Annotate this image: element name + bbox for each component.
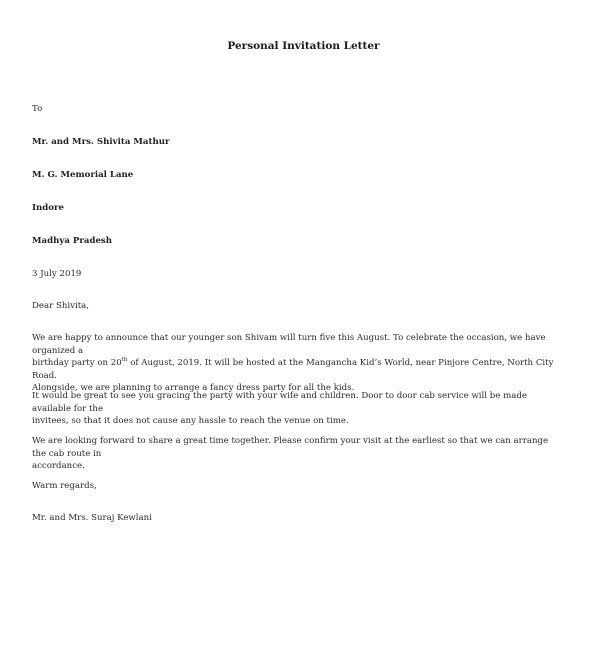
recipient-name: Mr. and Mrs. Shivita Mathur — [32, 137, 170, 147]
ordinal-suffix: th — [121, 357, 128, 364]
closing: Warm regards, — [32, 481, 97, 491]
paragraph-line: We are happy to announce that our younger son Shivam will turn five this August. To celebrate the occasion, we have organized a — [32, 333, 546, 356]
text-fragment: birthday party on 20 — [32, 358, 122, 369]
paragraph-line: accordance. — [32, 461, 85, 472]
paragraph-line: Alongside, we are planning to arrange a fancy dress party for all the kids. — [32, 383, 355, 394]
paragraph-line — [32, 357, 562, 382]
recipient-city: Indore — [32, 203, 65, 213]
recipient-state: Madhya Pradesh — [32, 236, 113, 246]
salutation: Dear Shivita, — [32, 301, 90, 311]
paragraph-line: We are looking forward to share a great time together. Please confirm your visit at the earliest so that we can arrange the cab route in — [32, 436, 549, 459]
to-label: To — [32, 104, 43, 114]
text-fragment: of August, 2019. It will be hosted at the Mangancha Kid’s World, near Pinjore Centre, North City Road. — [32, 358, 554, 381]
paragraph-confirmation — [32, 435, 562, 473]
paragraph-line: invitees, so that it does not cause any hassle to reach the venue on time. — [32, 416, 349, 427]
letter-title: Personal Invitation Letter — [227, 40, 380, 52]
paragraph-announcement — [32, 332, 562, 395]
letter-date: 3 July 2019 — [32, 269, 82, 279]
recipient-street: M. G. Memorial Lane — [32, 170, 134, 180]
paragraph-line: It would be great to see you gracing the party with your wife and children. Door to door cab service will be made available for the — [32, 391, 527, 414]
signature: Mr. and Mrs. Suraj Kewlani — [32, 513, 152, 523]
paragraph-cab-service — [32, 390, 562, 428]
